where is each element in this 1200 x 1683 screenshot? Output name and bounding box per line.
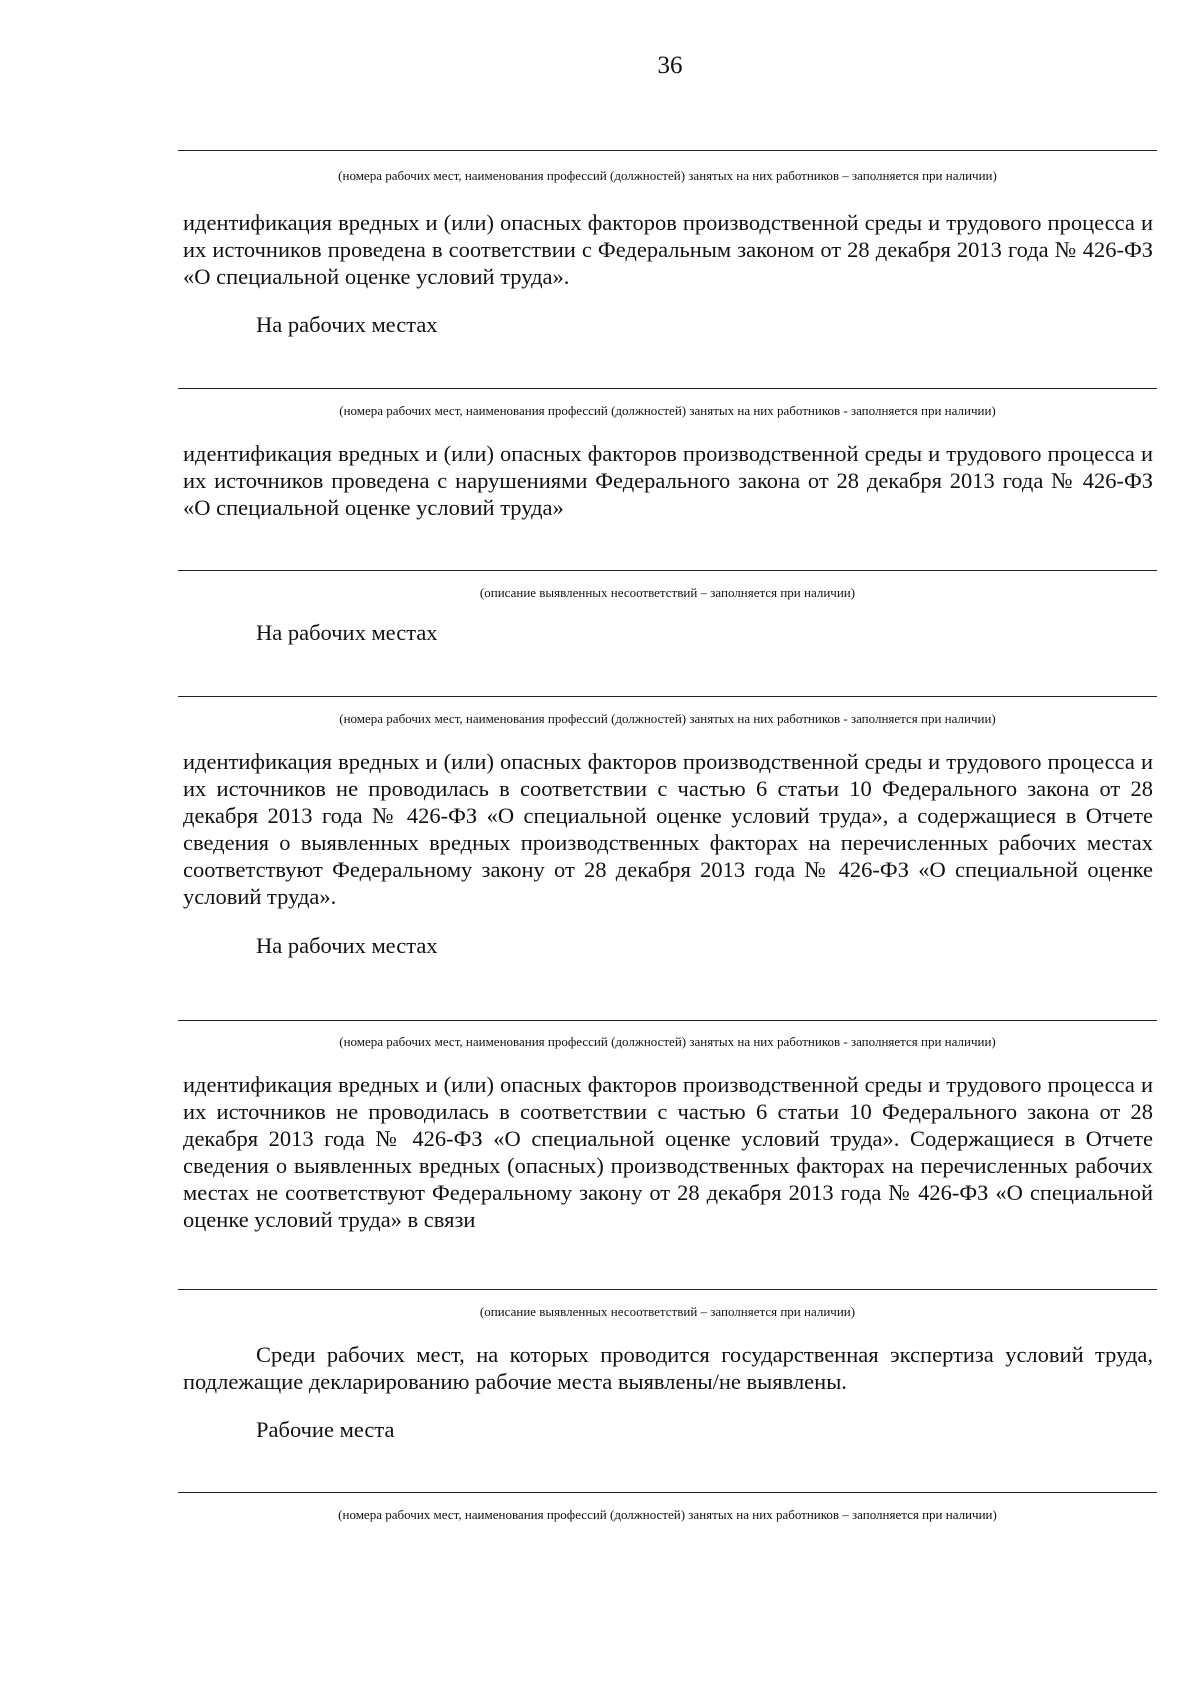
fill-in-line bbox=[178, 1289, 1157, 1290]
page-number: 36 bbox=[657, 52, 683, 79]
field-caption: (описание выявленных несоответствий – заполняется при наличии) bbox=[479, 585, 856, 600]
paragraph-identification-compliant: идентификация вредных и (или) опасных факторов производственной среды и трудового процесса и их источников проведена в соответствии с Федеральным законом от 28 декабря 2013 года № 426-ФЗ «О специальной оценке условий труда». bbox=[183, 210, 1153, 289]
lead-workplaces: На рабочих местах bbox=[256, 933, 438, 958]
paragraph-not-conducted-compliant: идентификация вредных и (или) опасных факторов производственной среды и трудового процесса и их источников не проводилась в соответствии с частью 6 статьи 10 Федерального закона от 28 декабря 2013 года № 426-ФЗ «О специальной оценке условий труда», а содержащиеся в Отчете сведения о выявленных вредных производственных факторах на перечисленных рабочих местах соответствуют Федеральному закону от 28 декабря 2013 года № 426-ФЗ «О специальной оценке условий труда». bbox=[183, 749, 1153, 909]
paragraph-declaration: Среди рабочих мест, на которых проводится государственная экспертиза условий труда, подлежащие декларированию рабочие места выявлены/не выявлены. bbox=[183, 1342, 1153, 1394]
field-caption: (номера рабочих мест, наименования профессий (должностей) занятых на них работников - заполняется при наличии) bbox=[339, 403, 996, 418]
lead-workplaces: Рабочие места bbox=[256, 1417, 395, 1442]
field-caption: (номера рабочих мест, наименования профессий (должностей) занятых на них работников - заполняется при наличии) bbox=[339, 711, 996, 726]
fill-in-line bbox=[178, 150, 1157, 151]
fill-in-line bbox=[178, 1492, 1157, 1493]
paragraph-not-conducted-noncompliant: идентификация вредных и (или) опасных факторов производственной среды и трудового процесса и их источников не проводилась в соответствии с частью 6 статьи 10 Федерального закона от 28 декабря 2013 года № 426-ФЗ «О специальной оценке условий труда». Содержащиеся в Отчете сведения о выявленных вредных (опасных) производственных факторах на перечисленных рабочих местах не соответствуют Федеральному закону от 28 декабря 2013 года № 426-ФЗ «О специальной оценке условий труда» в связи bbox=[183, 1072, 1153, 1232]
field-caption: (номера рабочих мест, наименования профессий (должностей) занятых на них работников - заполняется при наличии) bbox=[339, 1034, 996, 1049]
fill-in-line bbox=[178, 696, 1157, 697]
field-caption: (номера рабочих мест, наименования профессий (должностей) занятых на них работников – заполняется при наличии) bbox=[338, 1507, 997, 1522]
field-caption: (номера рабочих мест, наименования профессий (должностей) занятых на них работников – заполняется при наличии) bbox=[338, 168, 997, 183]
field-caption: (описание выявленных несоответствий – заполняется при наличии) bbox=[479, 1304, 856, 1319]
lead-workplaces: На рабочих местах bbox=[256, 312, 438, 337]
fill-in-line bbox=[178, 388, 1157, 389]
fill-in-line bbox=[178, 1020, 1157, 1021]
fill-in-line bbox=[178, 570, 1157, 571]
lead-workplaces: На рабочих местах bbox=[256, 620, 438, 645]
paragraph-identification-violations: идентификация вредных и (или) опасных факторов производственной среды и трудового процесса и их источников проведена с нарушениями Федерального закона от 28 декабря 2013 года № 426-ФЗ «О специальной оценке условий труда» bbox=[183, 441, 1153, 520]
